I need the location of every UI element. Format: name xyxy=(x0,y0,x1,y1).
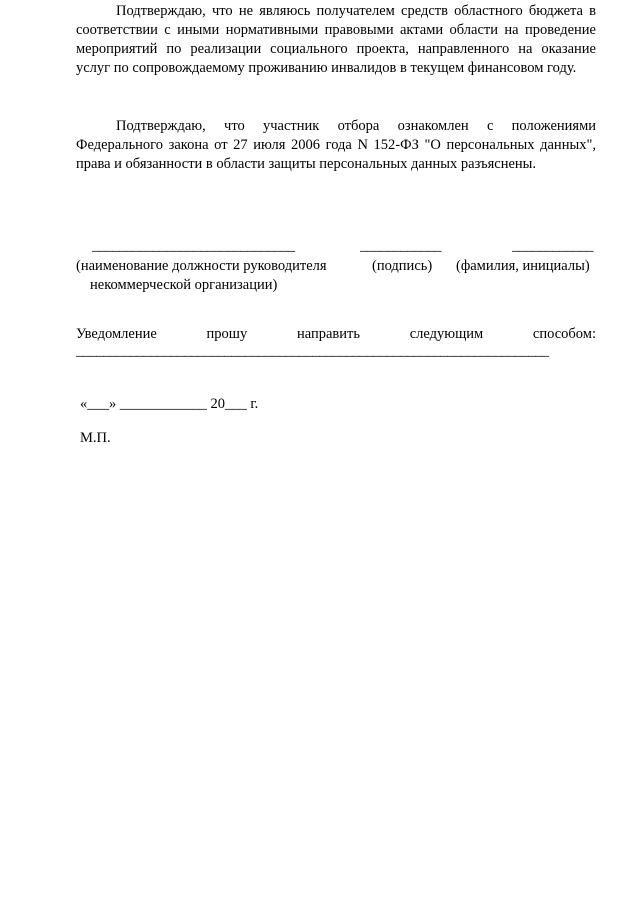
confirmation-paragraph-budget: Подтверждаю, что не являюсь получателем средств областного бюджета в соответствии с иными нормативными правовыми актами области на проведение мероприятий по реализации социального проекта, направленного на оказание услуг по сопровождаемому проживанию инвалидов в текущем финансовом году. xyxy=(76,3,596,76)
stamp-place: М.П. xyxy=(80,430,111,446)
confirmation-paragraph-personal-data: Подтверждаю, что участник отбора ознакомлен с положениями Федерального закона от 27 июля 2006 года N 152-ФЗ "О персональных данных", права и обязанности в области защиты персональных данных разъяснены. xyxy=(76,118,596,172)
name-caption: (фамилия, инициалы) xyxy=(456,258,590,274)
signature-field-line: ____________ xyxy=(360,238,441,254)
position-caption-continued: некоммерческой организации) xyxy=(90,277,278,293)
notify-word: прошу xyxy=(206,326,248,342)
notify-word: направить xyxy=(296,326,360,342)
notify-word: Уведомление xyxy=(76,326,157,342)
date-line: «___» ____________ 20___ г. xyxy=(80,396,259,412)
signature-caption: (подпись) xyxy=(372,258,433,274)
signature-lines xyxy=(76,238,596,258)
position-caption: (наименование должности руководителя xyxy=(76,258,327,274)
name-field-line: ____________ xyxy=(512,238,593,254)
notify-word: способом: xyxy=(532,326,596,342)
position-field-line: ______________________________ xyxy=(92,238,295,254)
notify-word: следующим xyxy=(409,326,484,342)
notification-method-line: ______________________________________________________________________ xyxy=(76,343,549,359)
